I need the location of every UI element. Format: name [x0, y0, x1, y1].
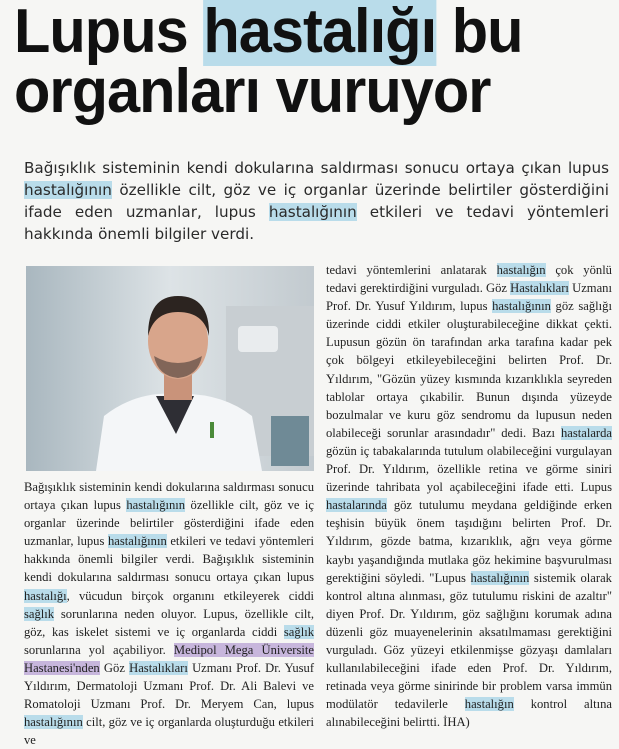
body-highlight: sağlık [283, 624, 314, 639]
body-text: sorunlarına yol açabiliyor. [24, 642, 166, 657]
body-highlight: hastalığı [24, 588, 67, 603]
body-text: sistemik olarak kontrol altına alınması, göz tutulumu riskini de azaltır" diyen Prof. Dr. Yıldırım, göz sağlığını korumak adına düzenli göz muayenelerinin aksatılmaması gerektiğini vurguladı. Göz yüzeyi etkilenmişse gözyaşı damlaları kullanılabileceğini ifade eden Prof. Dr. Yıldırım, retinada veya görme sinirinde bir problem varsa immün modülatör tedavilerle [326, 570, 612, 712]
body-text: Bağışıklık sisteminin kendi dokularına saldırması sonucu ortaya çıkan lupus [24, 480, 314, 513]
body-highlight: sağlık [24, 606, 55, 621]
body-text: tedavi yöntemlerini anlatarak [326, 263, 487, 277]
headline [14, 0, 590, 126]
lead-text: etkileri ve tedavi yöntemleri hakkında önemli bilgiler verdi. [24, 203, 610, 243]
lead-paragraph [24, 157, 609, 245]
body-highlight: hastalarda [560, 425, 612, 440]
body-highlight-hospital: Medipol Mega Üniversite Hastanesi'nden [24, 642, 314, 675]
body-highlight: hastalığın [464, 697, 514, 712]
body-highlight: Hastalıkları [129, 660, 188, 675]
body-text: , vücudun birçok organını etkileyerek ciddi [66, 588, 314, 603]
body-highlight: Hastalıkları [510, 281, 569, 296]
monitor [271, 416, 309, 466]
body-highlight: hastalığının [24, 715, 83, 730]
lead-text: Bağışıklık sisteminin kendi dokularına saldırması sonucu ortaya çıkan lupus [24, 159, 609, 177]
body-text: Uzmanı Prof. Dr. Yusuf Yıldırım, Dermatoloji Uzmanı Prof. Dr. Ali Balevi ve Romatoloji Uzmanı Prof. Dr. Meryem Can, lupus [24, 660, 315, 712]
headline-highlight: hastalığı [203, 0, 436, 66]
ribbon-pin [210, 422, 214, 438]
body-text: Uzmanı Prof. Dr. Yusuf Yıldırım, lupus [326, 281, 612, 314]
body-highlight: hastalığının [107, 534, 167, 549]
body-text: gözün iç tabakalarında tutulum olabileceğini vurgulayan Prof. Dr. Yıldırım, özellikle retina ve görme siniri üzerinde tahribata yol açabileceğini ifade etti. Lupus [326, 443, 612, 495]
body-text: etkileri ve tedavi yöntemleri hakkında önemli bilgiler verdi. Bağışıklık sisteminin kendi dokularına saldırması sonucu ortaya çıkan lupus [24, 534, 314, 585]
lead-highlight: hastalığının [24, 181, 112, 199]
doctor-photo [26, 266, 314, 471]
doctor-illustration [26, 266, 314, 471]
body-text: Göz [103, 660, 125, 675]
body-highlight: hastalarında [326, 498, 387, 513]
body-text: göz tutulumu meydana geldiğinde erken teşhisin büyük önem taşıdığını belirten Prof. Dr. Yıldırım, gözde batma, kızarıklık, ağrı veya görme kaybı yaşandığında mutlaka göz hekimine başvurulması gerektiğini söyledi. "Lupus [326, 498, 612, 585]
body-highlight: hastalığının [126, 498, 186, 513]
article-column-right [326, 261, 612, 731]
body-highlight: hastalığının [492, 299, 551, 314]
body-text: özellikle cilt, göz ve iç organlar üzerinde belirtiler gösterdiğini ifade eden uzmanlar, lupus [24, 498, 314, 549]
body-highlight: hastalığının [470, 570, 530, 585]
headline-rest: bu organları vuruyor [14, 0, 523, 126]
equipment-lamp [238, 326, 278, 352]
body-text: kontrol altına alınabileceğini belirtti. İHA) [326, 697, 612, 730]
lead-text: özellikle cilt, göz ve iç organlar üzerinde belirtiler gösterdiğini ifade eden uzmanlar, lupus [24, 181, 610, 221]
article-column-left [24, 478, 314, 749]
body-text: çok yönlü tedavi gerektirdiğini vurguladı. Göz [326, 263, 612, 296]
lead-highlight: hastalığının [268, 203, 357, 221]
body-text: göz sağlığı üzerinde ciddi etkiler oluşturabileceğine dikkat çekti. Lupusun gözün ön tarafından arka tarafına kadar pek çok bölgeyi etkileyebileceğini belirten Prof. Dr. Yıldırım, "Gözün yüzey kısmında kızarıklıkla seyreden tablolar ortaya çıkabilir. Bunun dışında yüzeyde bozulmalar ve kuru göz sendromu da lupusun neden olabileceği sorunlar arasındadır" dedi. Bazı [326, 299, 612, 440]
body-highlight: hastalığın [496, 263, 546, 277]
body-text: cilt, göz ve iç organlarda oluşturduğu etkileri ve [24, 715, 314, 748]
headline-word: Lupus [14, 0, 188, 66]
body-text: sorunlarına neden oluyor. Lupus, özellikle cilt, göz, kas iskelet sistemi ve iç organlarda ciddi [24, 606, 314, 639]
